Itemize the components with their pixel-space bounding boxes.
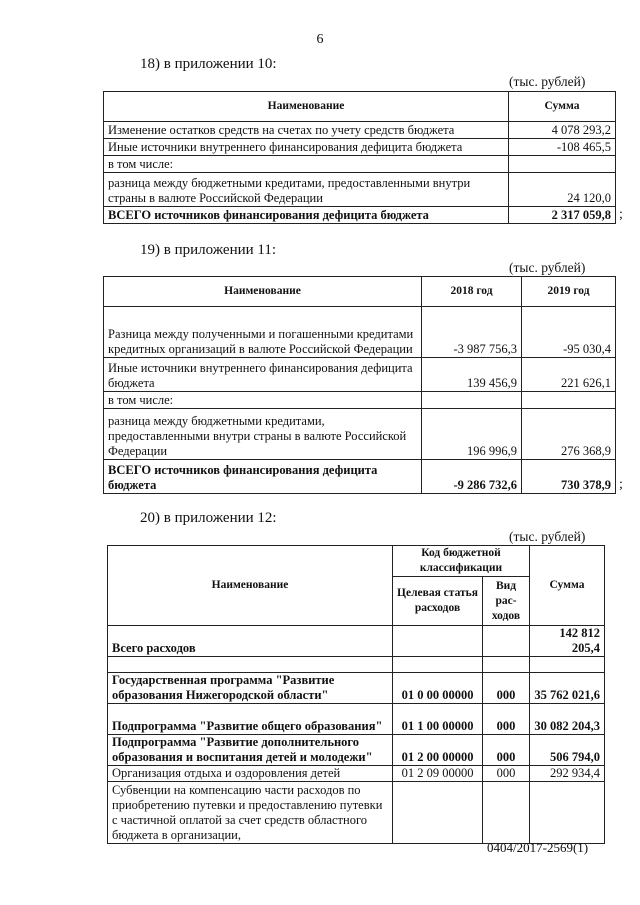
table-row: [108, 626, 605, 657]
row-name: Организация отдыха и оздоровления детей: [108, 766, 393, 782]
footer-document-code: 0404/2017-2569(1): [487, 840, 589, 855]
row-sum: [530, 782, 605, 844]
row-sum: 24 120,0: [509, 173, 616, 207]
table-row: [104, 173, 616, 207]
header-type: Вид рас- ходов: [483, 577, 530, 626]
header-code-group: Код бюджетной классификации: [393, 546, 530, 577]
row-sum: 2 317 059,8: [509, 207, 616, 224]
page-number: 6: [316, 32, 324, 47]
row-name: Всего расходов: [108, 626, 393, 657]
table-row: [104, 156, 616, 173]
row-name: в том числе:: [104, 156, 509, 173]
row-2018: -3 987 756,3: [422, 307, 522, 358]
row-target: 01 2 09 00000: [393, 766, 483, 782]
row-name: ВСЕГО источников финансирования дефицита бюджета: [104, 460, 422, 494]
table-row: [108, 673, 605, 704]
table-row: [104, 409, 616, 460]
row-type: 000: [483, 766, 530, 782]
row-name: разница между бюджетными кредитами, предоставленными внутри страны в валюте Российской Федерации: [104, 409, 422, 460]
table-appendix-10: [103, 91, 616, 224]
table-row: [108, 782, 605, 844]
row-2019: 730 378,9: [522, 460, 616, 494]
row-type: 000: [483, 704, 530, 735]
row-2018: 196 996,9: [422, 409, 522, 460]
header-sum: Сумма: [530, 546, 605, 626]
row-2019: -95 030,4: [522, 307, 616, 358]
section-19-heading: 19) в приложении 11:: [140, 242, 277, 258]
row-target: [393, 782, 483, 844]
row-2018: -9 286 732,6: [422, 460, 522, 494]
row-target: 01 2 00 00000: [393, 735, 483, 766]
header-name: Наименование: [108, 546, 393, 626]
row-name: ВСЕГО источников финансирования дефицита бюджета: [104, 207, 509, 224]
row-name: Субвенции на компенсацию части расходов по приобретению путевки и предоставлению путевки с частичной оплатой за счет средств областного бюджета в организации,: [108, 782, 393, 844]
row-sum: [509, 156, 616, 173]
table-row-total: [104, 460, 616, 494]
row-sum: [530, 657, 605, 673]
row-2018: [422, 392, 522, 409]
section-18-unit: (тыс. рублей): [509, 74, 586, 89]
table-row: [108, 704, 605, 735]
table-row: [104, 307, 616, 358]
row-2019: 221 626,1: [522, 358, 616, 392]
table-row: [104, 358, 616, 392]
header-2018: 2018 год: [422, 277, 522, 307]
row-name: Подпрограмма "Развитие дополнительного образования и воспитания детей и молодежи": [108, 735, 393, 766]
end-mark: ;: [619, 207, 623, 222]
row-type: 000: [483, 673, 530, 704]
header-sum: Сумма: [509, 92, 616, 122]
row-2019: 276 368,9: [522, 409, 616, 460]
row-target: [393, 626, 483, 657]
row-target: 01 0 00 00000: [393, 673, 483, 704]
row-type: [483, 657, 530, 673]
table-row: [108, 766, 605, 782]
section-20-heading: 20) в приложении 12:: [140, 510, 277, 526]
row-2019: [522, 392, 616, 409]
table-row: [104, 139, 616, 156]
table-row: [108, 735, 605, 766]
table-appendix-11: [103, 276, 616, 494]
header-2019: 2019 год: [522, 277, 616, 307]
row-sum: 506 794,0: [530, 735, 605, 766]
row-type: 000: [483, 735, 530, 766]
end-mark: ;: [619, 477, 623, 492]
table-row: [108, 657, 605, 673]
row-name: Государственная программа "Развитие образования Нижегородской области": [108, 673, 393, 704]
row-name: [108, 657, 393, 673]
row-type: [483, 782, 530, 844]
table-row: [104, 392, 616, 409]
header-name: Наименование: [104, 92, 509, 122]
row-sum: 142 812 205,4: [530, 626, 605, 657]
row-name: в том числе:: [104, 392, 422, 409]
section-18-heading: 18) в приложении 10:: [140, 56, 277, 72]
row-name: разница между бюджетными кредитами, предоставленными внутри страны в валюте Российской Федерации: [104, 173, 509, 207]
row-target: [393, 657, 483, 673]
table-row-total: [104, 207, 616, 224]
row-name: Изменение остатков средств на счетах по учету средств бюджета: [104, 122, 509, 139]
row-name: Иные источники внутреннего финансирования дефицита бюджета: [104, 139, 509, 156]
row-sum: 35 762 021,6: [530, 673, 605, 704]
row-name: Подпрограмма "Развитие общего образования": [108, 704, 393, 735]
row-sum: -108 465,5: [509, 139, 616, 156]
header-target: Целевая статья расходов: [393, 577, 483, 626]
row-2018: 139 456,9: [422, 358, 522, 392]
table-appendix-12: [107, 545, 605, 844]
row-sum: 292 934,4: [530, 766, 605, 782]
section-19-unit: (тыс. рублей): [509, 260, 586, 275]
row-name: Иные источники внутреннего финансирования дефицита бюджета: [104, 358, 422, 392]
row-sum: 4 078 293,2: [509, 122, 616, 139]
section-20-unit: (тыс. рублей): [509, 529, 586, 544]
row-name: Разница между полученными и погашенными кредитами кредитных организаций в валюте Российской Федерации: [104, 307, 422, 358]
table-row: [104, 122, 616, 139]
header-name: Наименование: [104, 277, 422, 307]
row-target: 01 1 00 00000: [393, 704, 483, 735]
row-type: [483, 626, 530, 657]
row-sum: 30 082 204,3: [530, 704, 605, 735]
